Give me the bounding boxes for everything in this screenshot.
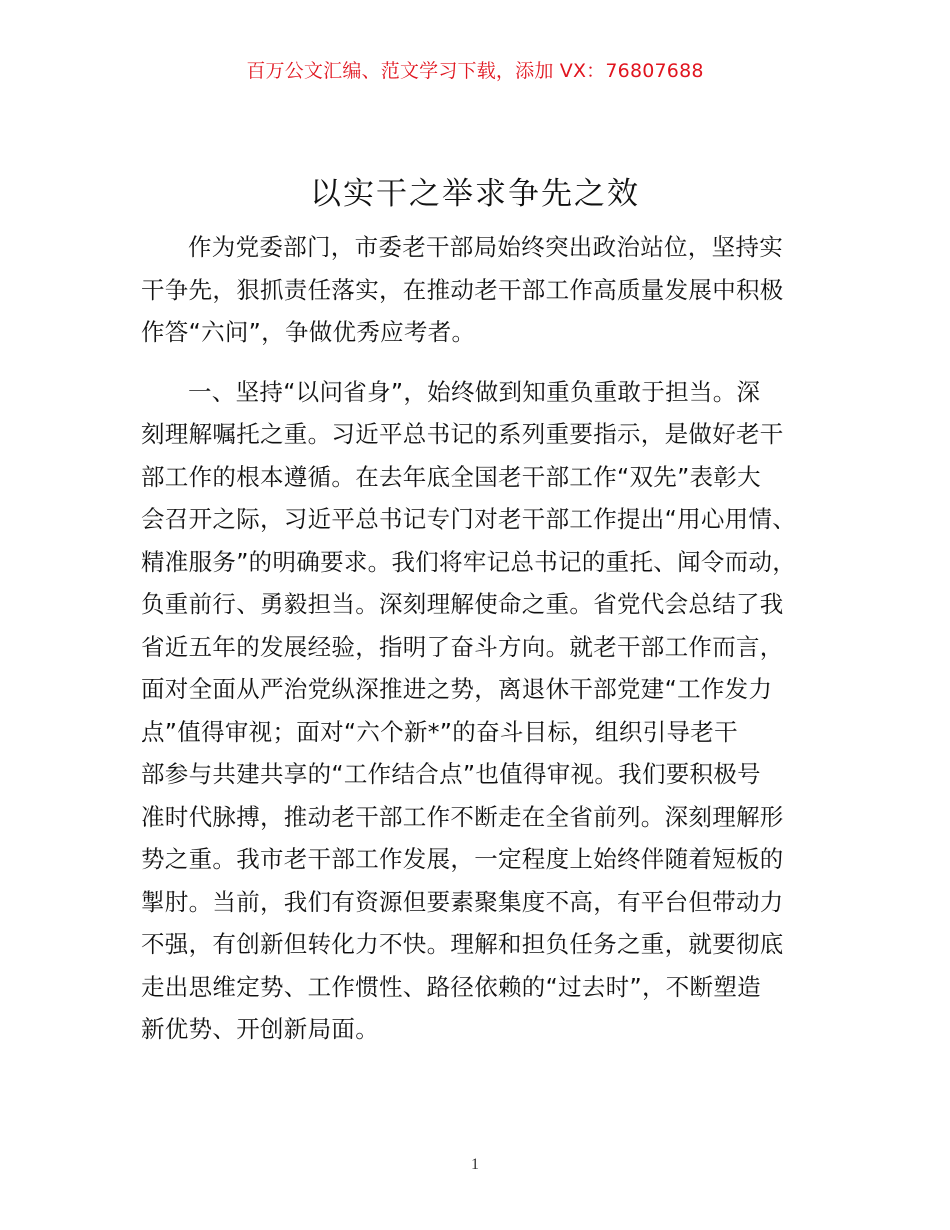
watermark-header: 百万公文汇编、范文学习下载，添加 VX：76807688 — [246, 60, 704, 82]
text-line: 准时代脉搏，推动老干部工作不断走在全省前列。深刻理解形 — [141, 802, 784, 831]
text-line: 作答“六问”，争做优秀应考者。 — [141, 318, 476, 346]
text-line: 干争先，狠抓责任落实，在推动老干部工作高质量发展中积极 — [141, 275, 784, 304]
text-line: 部工作的根本遵循。在去年底全国老干部工作“双先”表彰大 — [141, 462, 761, 491]
text-line: 点”值得审视；面对“六个新*”的奋斗目标，组织引导老干 — [141, 717, 738, 746]
text-line: 负重前行、勇毅担当。深刻理解使命之重。省党代会总结了我 — [141, 590, 784, 618]
text-line: 刻理解嘱托之重。习近平总书记的系列重要指示，是做好老干 — [141, 420, 784, 448]
text-line: 新优势、开创新局面。 — [141, 1015, 379, 1043]
document-title: 以实干之举求争先之效 — [310, 176, 640, 212]
paragraph-intro — [141, 226, 841, 354]
text-line: 走出思维定势、工作惯性、路径依赖的“过去时”，不断塑造 — [141, 972, 761, 1001]
page-number: 1 — [471, 1156, 479, 1173]
text-line: 作为党委部门，市委老干部局始终突出政治站位，坚持实 — [188, 233, 783, 261]
text-line: 不强，有创新但转化力不快。理解和担负任务之重，就要彻底 — [141, 930, 784, 958]
text-line: 部参与共建共享的“工作结合点”也值得审视。我们要积极号 — [141, 760, 761, 788]
text-line: 一、坚持“以问省身”，始终做到知重负重敢于担当。深 — [188, 377, 761, 406]
paragraph-section-1 — [141, 371, 841, 1051]
text-line: 会召开之际，习近平总书记专门对老干部工作提出“用心用情、 — [141, 505, 797, 533]
text-line: 掣肘。当前，我们有资源但要素聚集度不高，有平台但带动力 — [141, 887, 784, 916]
paragraph-spacer — [141, 354, 841, 371]
document-body — [141, 226, 841, 1051]
text-line: 面对全面从严治党纵深推进之势，离退休干部党建“工作发力 — [141, 675, 773, 703]
text-line: 势之重。我市老干部工作发展，一定程度上始终伴随着短板的 — [141, 845, 784, 873]
text-line: 精准服务”的明确要求。我们将牢记总书记的重托、闻令而动， — [141, 547, 797, 576]
text-line: 省近五年的发展经验，指明了奋斗方向。就老干部工作而言， — [141, 632, 784, 661]
